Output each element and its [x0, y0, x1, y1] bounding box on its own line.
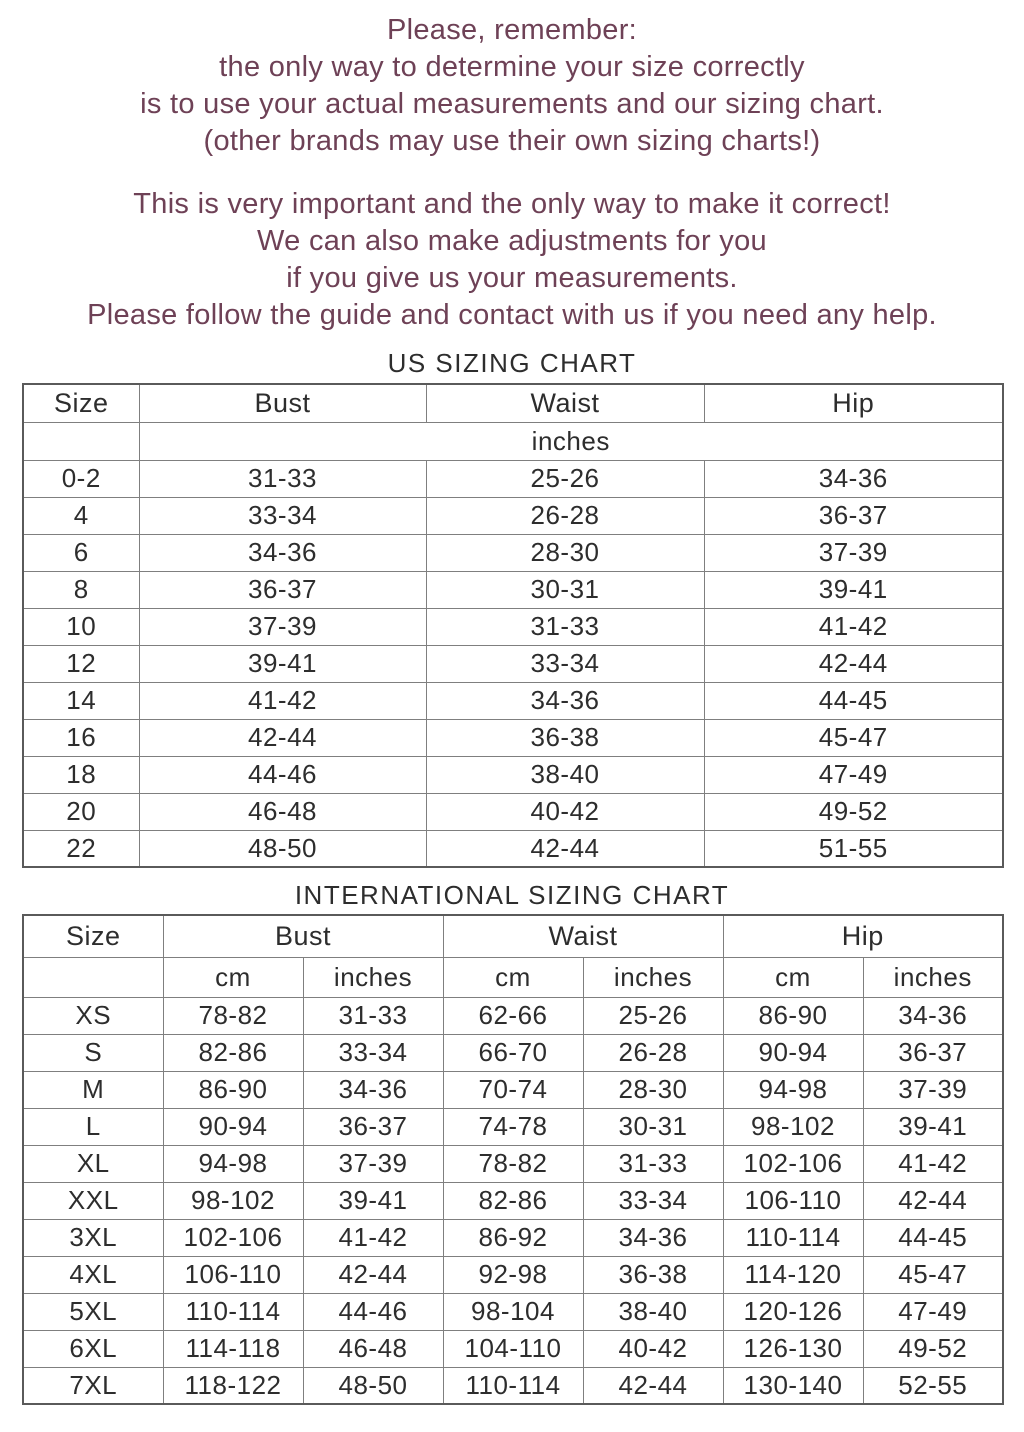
table-cell: 51-55	[704, 830, 1003, 867]
us-header-row	[23, 384, 1003, 422]
table-row	[23, 1108, 1003, 1145]
table-cell: 34-36	[583, 1219, 723, 1256]
intl-col-size: Size	[23, 915, 163, 957]
table-cell: 126-130	[723, 1330, 863, 1367]
table-cell: 44-45	[704, 682, 1003, 719]
intl-subcol-hip-inches: inches	[863, 957, 1003, 997]
table-cell: 78-82	[443, 1145, 583, 1182]
table-cell: 110-114	[443, 1367, 583, 1404]
table-row	[23, 1071, 1003, 1108]
table-cell: 6	[23, 534, 139, 571]
table-cell: 42-44	[704, 645, 1003, 682]
table-cell: 34-36	[863, 997, 1003, 1034]
table-row	[23, 1219, 1003, 1256]
table-cell: 110-114	[163, 1293, 303, 1330]
table-row	[23, 534, 1003, 571]
us-chart-title: US SIZING CHART	[387, 348, 637, 378]
table-cell: 39-41	[303, 1182, 443, 1219]
table-cell: 78-82	[163, 997, 303, 1034]
table-cell: 120-126	[723, 1293, 863, 1330]
us-unit-label: inches	[139, 422, 1003, 460]
table-cell: 44-46	[303, 1293, 443, 1330]
intl-subcol-bust-cm: cm	[163, 957, 303, 997]
table-cell: 102-106	[163, 1219, 303, 1256]
table-cell: 36-37	[139, 571, 426, 608]
table-cell: 33-34	[139, 497, 426, 534]
intl-col-bust: Bust	[163, 915, 443, 957]
table-cell: 39-41	[139, 645, 426, 682]
intl-subcol-hip-cm: cm	[723, 957, 863, 997]
table-cell: 74-78	[443, 1108, 583, 1145]
intro-line: Please follow the guide and contact with us if you need any help.	[87, 299, 937, 331]
table-cell: 18	[23, 756, 139, 793]
table-cell: 8	[23, 571, 139, 608]
table-cell: 5XL	[23, 1293, 163, 1330]
table-cell: 118-122	[163, 1367, 303, 1404]
table-cell: L	[23, 1108, 163, 1145]
intro-line: This is very important and the only way to make it correct!	[133, 188, 891, 220]
table-cell: 42-44	[303, 1256, 443, 1293]
table-cell: 30-31	[583, 1108, 723, 1145]
table-cell: 36-38	[426, 719, 704, 756]
table-cell: 36-37	[303, 1108, 443, 1145]
table-cell: 28-30	[426, 534, 704, 571]
us-col-hip: Hip	[704, 384, 1003, 422]
table-row	[23, 460, 1003, 497]
table-cell: 82-86	[163, 1034, 303, 1071]
table-cell: 25-26	[583, 997, 723, 1034]
table-cell: 102-106	[723, 1145, 863, 1182]
table-cell: 6XL	[23, 1330, 163, 1367]
table-cell: 34-36	[704, 460, 1003, 497]
table-cell: 46-48	[303, 1330, 443, 1367]
table-cell: 10	[23, 608, 139, 645]
table-cell: 36-37	[863, 1034, 1003, 1071]
table-cell: 37-39	[863, 1071, 1003, 1108]
table-cell: 49-52	[863, 1330, 1003, 1367]
table-cell: 92-98	[443, 1256, 583, 1293]
table-cell: 37-39	[704, 534, 1003, 571]
table-cell: 4	[23, 497, 139, 534]
table-cell: 82-86	[443, 1182, 583, 1219]
table-cell: 114-118	[163, 1330, 303, 1367]
table-cell: 25-26	[426, 460, 704, 497]
table-row	[23, 830, 1003, 867]
table-row	[23, 793, 1003, 830]
intl-subcol-waist-cm: cm	[443, 957, 583, 997]
table-cell: 86-90	[723, 997, 863, 1034]
us-col-size: Size	[23, 384, 139, 422]
table-cell: 52-55	[863, 1367, 1003, 1404]
table-cell: 130-140	[723, 1367, 863, 1404]
table-row	[23, 682, 1003, 719]
table-cell: 98-104	[443, 1293, 583, 1330]
us-unit-row	[23, 422, 1003, 460]
table-cell: 42-44	[139, 719, 426, 756]
table-cell: 34-36	[139, 534, 426, 571]
table-cell: 22	[23, 830, 139, 867]
table-cell: 3XL	[23, 1219, 163, 1256]
table-cell: 86-90	[163, 1071, 303, 1108]
intro-line: We can also make adjustments for you	[257, 225, 767, 257]
table-cell: 26-28	[583, 1034, 723, 1071]
table-cell: 39-41	[863, 1108, 1003, 1145]
table-cell: 33-34	[303, 1034, 443, 1071]
table-cell: 90-94	[723, 1034, 863, 1071]
table-row	[23, 719, 1003, 756]
table-cell: 30-31	[426, 571, 704, 608]
table-cell: 4XL	[23, 1256, 163, 1293]
intl-header-row	[23, 915, 1003, 957]
table-row	[23, 1182, 1003, 1219]
table-cell: XL	[23, 1145, 163, 1182]
table-cell: 94-98	[163, 1145, 303, 1182]
table-cell: 49-52	[704, 793, 1003, 830]
empty-cell	[23, 957, 163, 997]
table-cell: 114-120	[723, 1256, 863, 1293]
table-cell: 98-102	[163, 1182, 303, 1219]
table-row	[23, 1367, 1003, 1404]
table-cell: 46-48	[139, 793, 426, 830]
table-cell: 33-34	[583, 1182, 723, 1219]
table-row	[23, 1293, 1003, 1330]
table-row	[23, 608, 1003, 645]
intro-line: the only way to determine your size correctly	[219, 51, 805, 83]
us-col-waist: Waist	[426, 384, 704, 422]
table-cell: 47-49	[704, 756, 1003, 793]
international-sizing-table	[22, 914, 1004, 1405]
table-row	[23, 497, 1003, 534]
table-cell: 66-70	[443, 1034, 583, 1071]
intl-col-hip: Hip	[723, 915, 1003, 957]
intl-subheader-row	[23, 957, 1003, 997]
table-cell: 41-42	[303, 1219, 443, 1256]
table-cell: 106-110	[163, 1256, 303, 1293]
table-cell: 12	[23, 645, 139, 682]
table-cell: 0-2	[23, 460, 139, 497]
table-cell: 7XL	[23, 1367, 163, 1404]
empty-cell	[23, 422, 139, 460]
table-cell: 28-30	[583, 1071, 723, 1108]
table-row	[23, 1330, 1003, 1367]
intro-line: is to use your actual measurements and our sizing chart.	[140, 88, 884, 120]
table-cell: 47-49	[863, 1293, 1003, 1330]
table-cell: 62-66	[443, 997, 583, 1034]
table-cell: 31-33	[583, 1145, 723, 1182]
table-cell: 41-42	[139, 682, 426, 719]
intl-subcol-waist-inches: inches	[583, 957, 723, 997]
intro-line: if you give us your measurements.	[286, 262, 738, 294]
table-cell: 44-46	[139, 756, 426, 793]
table-cell: 31-33	[303, 997, 443, 1034]
table-cell: 94-98	[723, 1071, 863, 1108]
table-cell: 34-36	[426, 682, 704, 719]
intl-subcol-bust-inches: inches	[303, 957, 443, 997]
intro-paragraph-1	[0, 0, 1024, 160]
table-cell: 70-74	[443, 1071, 583, 1108]
intro-paragraph-2	[0, 186, 1024, 334]
table-cell: 90-94	[163, 1108, 303, 1145]
table-cell: 31-33	[139, 460, 426, 497]
table-cell: XS	[23, 997, 163, 1034]
table-cell: 16	[23, 719, 139, 756]
table-cell: 42-44	[426, 830, 704, 867]
table-cell: 106-110	[723, 1182, 863, 1219]
table-cell: 104-110	[443, 1330, 583, 1367]
table-cell: 41-42	[863, 1145, 1003, 1182]
table-row	[23, 997, 1003, 1034]
table-cell: 42-44	[583, 1367, 723, 1404]
table-cell: 44-45	[863, 1219, 1003, 1256]
table-cell: 36-37	[704, 497, 1003, 534]
intro-line: (other brands may use their own sizing charts!)	[203, 125, 821, 157]
table-cell: 41-42	[704, 608, 1003, 645]
intro-line: Please, remember:	[386, 14, 638, 46]
table-cell: 40-42	[426, 793, 704, 830]
table-cell: 48-50	[139, 830, 426, 867]
table-cell: 20	[23, 793, 139, 830]
table-row	[23, 1256, 1003, 1293]
intl-col-waist: Waist	[443, 915, 723, 957]
table-row	[23, 571, 1003, 608]
table-cell: 34-36	[303, 1071, 443, 1108]
table-cell: XXL	[23, 1182, 163, 1219]
table-cell: 48-50	[303, 1367, 443, 1404]
table-cell: 38-40	[583, 1293, 723, 1330]
table-cell: M	[23, 1071, 163, 1108]
table-cell: 36-38	[583, 1256, 723, 1293]
table-cell: 45-47	[704, 719, 1003, 756]
intl-chart-title: INTERNATIONAL SIZING CHART	[294, 880, 730, 910]
table-cell: 38-40	[426, 756, 704, 793]
table-row	[23, 1034, 1003, 1071]
table-cell: 45-47	[863, 1256, 1003, 1293]
table-cell: 40-42	[583, 1330, 723, 1367]
table-row	[23, 1145, 1003, 1182]
table-cell: S	[23, 1034, 163, 1071]
table-cell: 14	[23, 682, 139, 719]
table-cell: 26-28	[426, 497, 704, 534]
table-cell: 33-34	[426, 645, 704, 682]
table-cell: 110-114	[723, 1219, 863, 1256]
table-cell: 98-102	[723, 1108, 863, 1145]
table-cell: 42-44	[863, 1182, 1003, 1219]
table-row	[23, 756, 1003, 793]
table-cell: 86-92	[443, 1219, 583, 1256]
us-col-bust: Bust	[139, 384, 426, 422]
table-cell: 37-39	[303, 1145, 443, 1182]
table-cell: 39-41	[704, 571, 1003, 608]
table-row	[23, 645, 1003, 682]
us-sizing-table	[22, 383, 1004, 868]
table-cell: 31-33	[426, 608, 704, 645]
table-cell: 37-39	[139, 608, 426, 645]
